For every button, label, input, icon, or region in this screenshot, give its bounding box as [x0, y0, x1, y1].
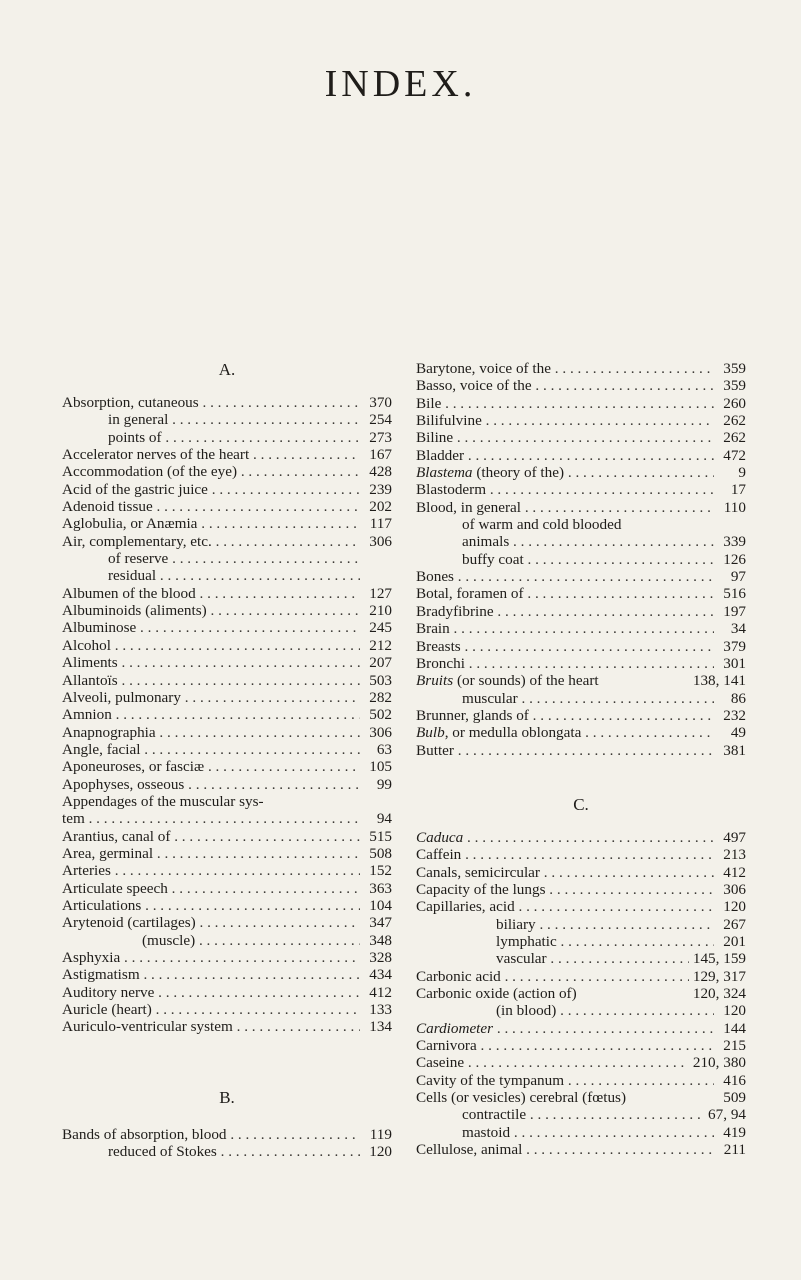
index-entry — [416, 950, 746, 967]
index-entry — [62, 654, 392, 671]
index-entry-page: 9 — [738, 464, 746, 482]
index-entry-term: in general . . . — [62, 411, 360, 428]
index-entry — [62, 880, 392, 897]
index-entry-term: Carbonic acid . . . — [416, 968, 689, 985]
index-entry — [416, 429, 746, 446]
index-entry — [62, 793, 392, 810]
index-entry — [416, 481, 746, 498]
index-entry-term: Bile . . . — [416, 395, 714, 412]
index-entry-term: Angle, facial . . . — [62, 741, 360, 758]
index-entry-page: 145, 159 — [692, 950, 746, 968]
index-entry-term: Asphyxia . . . — [62, 949, 360, 966]
index-entry-term: Caduca . . . — [416, 829, 714, 846]
index-entry-page: 260 — [723, 394, 746, 412]
index-entry-term: Albuminoids (aliments) . . . — [62, 602, 360, 619]
index-entry-page: 419 — [723, 1123, 746, 1141]
index-entry — [416, 620, 746, 637]
index-entry — [62, 776, 392, 793]
index-entry-page: 508 — [369, 844, 392, 862]
index-entry — [416, 1089, 746, 1106]
index-entry-page: 370 — [369, 394, 392, 411]
index-entry-page: 63 — [376, 740, 392, 758]
index-entry-page: 254 — [369, 411, 392, 429]
index-entry — [62, 1001, 392, 1018]
index-entry-page: 86 — [730, 689, 746, 707]
index-entry-term: Auditory nerve . . . — [62, 984, 360, 1001]
index-entry — [62, 533, 392, 550]
index-entry-term: Cavity of the tympanum . . . — [416, 1072, 714, 1089]
index-entry-term: Blood, in general . . . — [416, 499, 714, 516]
index-entry-page: 134 — [369, 1018, 392, 1036]
index-entry-page: 347 — [369, 914, 392, 932]
index-entry — [416, 933, 746, 950]
index-entry — [62, 567, 392, 584]
index-entry — [62, 897, 392, 914]
index-entry — [416, 516, 746, 533]
index-entry — [416, 864, 746, 881]
index-list-c — [416, 829, 746, 1159]
section-heading-c: C. — [573, 794, 589, 814]
index-entry-term: Apophyses, osseous . . . — [62, 776, 360, 793]
index-entry-term: tem . . . — [62, 810, 360, 827]
index-entry-term: Aglobulia, or Anæmia . . . — [62, 515, 360, 532]
index-entry-term: Carbonic oxide (action of) — [416, 985, 577, 1002]
index-entry-term: Botal, foramen of . . . — [416, 585, 714, 602]
index-entry-term: of warm and cold blooded — [462, 516, 622, 534]
index-entry-page: 127 — [369, 584, 392, 602]
index-entry-term: Blastema (theory of the) . . . — [416, 464, 714, 481]
index-entry-term: (in blood) . . . — [416, 1002, 714, 1019]
index-entry — [62, 914, 392, 931]
index-entry-term: Auriculo-ventricular system . . . — [62, 1018, 360, 1035]
page-title: INDEX. — [324, 63, 477, 105]
index-entry-page: 301 — [723, 654, 746, 672]
index-entry-page: 110 — [723, 498, 746, 516]
index-entry — [62, 1018, 392, 1035]
index-entry-page: 306 — [369, 723, 392, 741]
index-entry — [62, 515, 392, 532]
index-entry-term: Basso, voice of the . . . — [416, 377, 714, 394]
index-entry-page: 210 — [369, 602, 392, 620]
index-entry-term: Albuminose . . . — [62, 619, 360, 636]
index-entry — [416, 395, 746, 412]
index-entry — [416, 1072, 746, 1089]
index-entry-term: mastoid . . . — [416, 1124, 714, 1141]
index-entry — [416, 881, 746, 898]
index-entry-term: Allantoïs . . . — [62, 672, 360, 689]
index-entry — [62, 984, 392, 1001]
index-entry-term: muscular . . . — [416, 690, 714, 707]
index-entry — [62, 585, 392, 602]
index-entry-page: 348 — [369, 931, 392, 949]
index-entry-page: 379 — [723, 637, 746, 655]
index-entry-page: 211 — [723, 1141, 746, 1159]
index-entry-page: 119 — [369, 1125, 392, 1143]
index-entry — [416, 1002, 746, 1019]
index-entry-page: 94 — [376, 810, 392, 828]
index-entry-page: 97 — [730, 568, 746, 586]
index-entry — [416, 1124, 746, 1141]
index-entry-term: Bilifulvine . . . — [416, 412, 714, 429]
index-entry-page: 133 — [369, 1001, 392, 1019]
index-entry-term: Albumen of the blood . . . — [62, 585, 360, 602]
index-entry — [62, 637, 392, 654]
index-entry — [416, 672, 746, 689]
index-entry-page: 412 — [369, 983, 392, 1001]
index-entry-page: 144 — [723, 1019, 746, 1037]
index-entry — [416, 638, 746, 655]
index-entry — [62, 724, 392, 741]
index-entry — [416, 1106, 746, 1123]
index-entry-page: 126 — [723, 550, 746, 568]
index-entry — [416, 916, 746, 933]
index-entry-term: points of . . . — [62, 429, 360, 446]
index-entry — [416, 1020, 746, 1037]
index-entry — [416, 412, 746, 429]
index-entry-page: 262 — [723, 412, 746, 430]
index-entry-term: Arantius, canal of . . . — [62, 828, 360, 845]
index-entry-page: 381 — [723, 741, 746, 759]
index-entry — [62, 1126, 392, 1143]
index-entry-page — [360, 567, 392, 584]
index-entry-term: Amnion . . . — [62, 706, 360, 723]
index-entry-term: Articulations . . . — [62, 897, 360, 914]
index-entry-term: Brunner, glands of . . . — [416, 707, 714, 724]
index-entry-page: 34 — [730, 620, 746, 638]
index-entry-page: 503 — [369, 671, 392, 689]
index-entry-term: Bulb, or medulla oblongata . . . — [416, 724, 714, 741]
index-entry — [416, 985, 746, 1002]
index-entry-page: 339 — [723, 533, 746, 551]
index-entry — [62, 949, 392, 966]
index-entry-page: 282 — [369, 688, 392, 706]
index-entry — [416, 360, 746, 377]
section-heading-b: B. — [219, 1087, 235, 1107]
index-entry-term: Accelerator nerves of the heart . . . — [62, 446, 360, 463]
index-column-right — [416, 360, 746, 1158]
index-entry — [62, 446, 392, 463]
index-entry — [62, 862, 392, 879]
index-entry-term: Area, germinal . . . — [62, 845, 360, 862]
index-entry-term: Auricle (heart) . . . — [62, 1001, 360, 1018]
index-entry — [416, 585, 746, 602]
index-entry-term: Arytenoid (cartilages) . . . — [62, 914, 360, 931]
index-entry-page: 232 — [723, 706, 746, 724]
index-entry-page: 428 — [369, 463, 392, 481]
index-entry-page: 328 — [369, 949, 392, 966]
index-entry-term: Butter . . . — [416, 742, 714, 759]
index-entry-page: 117 — [369, 515, 392, 533]
index-entry — [416, 655, 746, 672]
index-entry-term: reduced of Stokes . . . — [62, 1143, 360, 1160]
index-entry-term: Biline . . . — [416, 429, 714, 446]
index-entry — [62, 845, 392, 862]
index-entry-term: Canals, semicircular . . . — [416, 864, 714, 881]
index-entry — [416, 377, 746, 394]
index-entry — [416, 464, 746, 481]
index-entry-page: 502 — [369, 706, 392, 724]
index-entry-page: 306 — [723, 880, 746, 898]
index-entry-term: buffy coat . . . — [416, 551, 714, 568]
section-heading-a: A. — [218, 360, 236, 379]
index-entry-page — [360, 793, 392, 810]
index-entry — [416, 568, 746, 585]
index-entry — [416, 447, 746, 464]
index-entry-term: Appendages of the muscular sys- — [62, 792, 264, 810]
index-entry-term: of reserve . . . — [62, 550, 360, 567]
index-entry — [62, 741, 392, 758]
index-entry-term: Acid of the gastric juice . . . — [62, 481, 360, 498]
index-entry-page: 104 — [369, 896, 392, 914]
index-entry-page: 516 — [723, 585, 746, 603]
index-entry-page: 215 — [723, 1037, 746, 1055]
index-entry — [62, 706, 392, 723]
index-entry-term: Carnivora . . . — [416, 1037, 714, 1054]
index-entry-page: 434 — [369, 966, 392, 984]
index-entry-term: Anapnographia . . . — [62, 724, 360, 741]
index-entry — [62, 1143, 392, 1160]
index-entry — [62, 411, 392, 428]
index-entry-page: 416 — [723, 1071, 746, 1089]
index-entry-page: 202 — [369, 498, 392, 516]
index-entry — [62, 828, 392, 845]
index-entry-term: Bronchi . . . — [416, 655, 714, 672]
index-entry-term: animals . . . — [416, 533, 714, 550]
index-column-left — [62, 360, 392, 1160]
index-entry — [416, 1054, 746, 1071]
index-entry-page: 273 — [369, 428, 392, 446]
index-entry — [416, 898, 746, 915]
index-entry-term: Aponeuroses, or fasciæ . . . — [62, 758, 360, 775]
index-entry — [62, 394, 392, 411]
index-entry — [62, 602, 392, 619]
index-entry-term: Caseine . . . — [416, 1054, 689, 1071]
index-entry-term: Air, complementary, etc. . . . — [62, 533, 360, 550]
index-entry-term: Cells (or vesicles) cerebral (fœtus) — [416, 1089, 627, 1107]
index-entry-term: residual . . . — [62, 567, 360, 584]
index-entry-term: Astigmatism . . . — [62, 966, 360, 983]
index-entry-page: 262 — [723, 429, 746, 447]
index-entry-term: Cardiometer . . . — [416, 1020, 714, 1037]
index-entry-page: 207 — [369, 654, 392, 672]
index-entry-page: 120 — [723, 1002, 746, 1020]
index-entry-page: 99 — [376, 775, 392, 793]
index-entry-term: Articulate speech . . . — [62, 880, 360, 897]
index-entry-page: 105 — [369, 758, 392, 776]
index-entry-term: vascular . . . — [416, 950, 689, 967]
index-list-a — [62, 394, 392, 1036]
index-entry — [62, 932, 392, 949]
index-entry-page — [360, 550, 392, 567]
index-entry — [62, 672, 392, 689]
index-entry-term: Bands of absorption, blood . . . — [62, 1126, 360, 1143]
index-entry-page: 152 — [369, 862, 392, 880]
index-entry-page: 201 — [723, 932, 746, 950]
index-entry-page: 245 — [369, 619, 392, 637]
index-entry — [416, 724, 746, 741]
index-entry-term: Arteries . . . — [62, 862, 360, 879]
index-entry-term: Accommodation (of the eye) . . . — [62, 463, 360, 480]
index-entry-page: 129, 317 — [692, 967, 746, 985]
index-entry-page: 210, 380 — [692, 1054, 746, 1072]
index-entry-term: Alveoli, pulmonary . . . — [62, 689, 360, 706]
index-entry-page: 120, 324 — [692, 985, 746, 1002]
index-entry-term: (muscle) . . . — [62, 932, 360, 949]
index-entry — [416, 551, 746, 568]
index-entry-term: lymphatic . . . — [416, 933, 714, 950]
index-entry-term: Caffein . . . — [416, 846, 714, 863]
index-entry-term: Brain . . . — [416, 620, 714, 637]
index-entry-term: Bruits (or sounds) of the heart — [416, 672, 599, 690]
index-entry-page: 49 — [730, 724, 746, 742]
index-entry-term: Breasts . . . — [416, 638, 714, 655]
index-entry — [416, 707, 746, 724]
index-entry — [62, 463, 392, 480]
index-entry-term: Barytone, voice of the . . . — [416, 360, 714, 377]
index-entry-page: 17 — [730, 481, 746, 499]
index-entry-term: contractile . . . — [416, 1106, 704, 1123]
index-entry — [62, 758, 392, 775]
index-entry-page: 267 — [723, 915, 746, 933]
index-entry — [62, 966, 392, 983]
index-entry-page: 363 — [369, 879, 392, 897]
index-entry-page: 120 — [723, 898, 746, 916]
index-entry-page: 306 — [369, 532, 392, 550]
index-entry — [416, 968, 746, 985]
index-entry-page: 197 — [723, 602, 746, 620]
index-entry — [62, 810, 392, 827]
index-entry-page: 167 — [369, 446, 392, 464]
index-entry-term: Bradyfibrine . . . — [416, 603, 714, 620]
index-entry-term: biliary . . . — [416, 916, 714, 933]
index-entry-term: Alcohol . . . — [62, 637, 360, 654]
index-entry-page: 213 — [723, 846, 746, 864]
index-entry — [416, 499, 746, 516]
index-entry-term: Bones . . . — [416, 568, 714, 585]
index-entry-page: 359 — [723, 360, 746, 377]
index-entry-term: Bladder . . . — [416, 447, 714, 464]
index-entry — [416, 846, 746, 863]
index-entry-page: 239 — [369, 480, 392, 498]
index-entry — [62, 429, 392, 446]
index-entry — [416, 742, 746, 759]
index-entry-page: 212 — [369, 636, 392, 654]
index-entry-page: 412 — [723, 863, 746, 881]
index-entry-term: Absorption, cutaneous . . . — [62, 394, 360, 411]
index-entry-term: Blastoderm . . . — [416, 481, 714, 498]
index-entry-page: 138, 141 — [692, 672, 746, 690]
index-entry — [416, 690, 746, 707]
index-entry-page — [714, 516, 746, 533]
index-entry — [62, 689, 392, 706]
index-entry — [62, 498, 392, 515]
index-entry — [62, 550, 392, 567]
index-list-b — [62, 1126, 392, 1161]
index-entry-page: 359 — [723, 377, 746, 395]
index-entry-page: 509 — [723, 1089, 746, 1107]
index-entry-term: Capacity of the lungs . . . — [416, 881, 714, 898]
index-entry — [416, 603, 746, 620]
index-entry — [62, 481, 392, 498]
index-entry-term: Aliments . . . — [62, 654, 360, 671]
index-entry — [416, 1141, 746, 1158]
index-list-b-continued — [416, 360, 746, 759]
index-entry — [416, 1037, 746, 1054]
index-entry-term: Adenoid tissue . . . — [62, 498, 360, 515]
index-entry-page: 120 — [369, 1143, 392, 1161]
index-entry-page: 515 — [369, 827, 392, 845]
index-entry-page: 497 — [723, 828, 746, 846]
index-entry-term: Cellulose, animal . . . — [416, 1141, 714, 1158]
index-entry-term: Capillaries, acid . . . — [416, 898, 714, 915]
index-entry-page: 67, 94 — [708, 1106, 746, 1124]
index-entry-page: 472 — [723, 446, 746, 464]
index-entry — [62, 619, 392, 636]
index-entry — [416, 533, 746, 550]
index-entry — [416, 829, 746, 846]
